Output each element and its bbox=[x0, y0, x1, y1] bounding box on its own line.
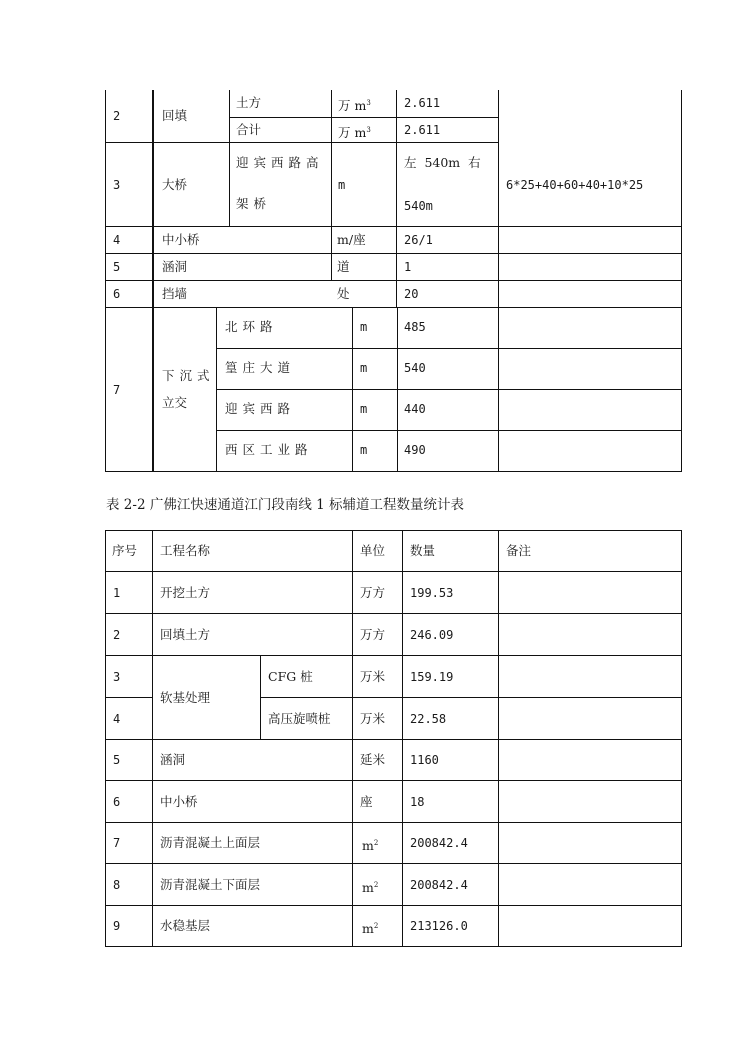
qty: 1160 bbox=[410, 753, 439, 767]
sub-item: 高压旋喷桩 bbox=[268, 711, 331, 726]
unit: 万米 bbox=[360, 669, 386, 684]
row-name: 沥青混凝土下面层 bbox=[160, 877, 261, 892]
row-name: 回填土方 bbox=[160, 627, 211, 642]
sub-item: CFG 桩 bbox=[268, 669, 313, 684]
unit: 万 $m^3$ bbox=[338, 125, 371, 140]
unit: 万 $m^3$ bbox=[338, 98, 371, 113]
sub-item: 迎宾西路 bbox=[225, 401, 296, 416]
row-no: 2 bbox=[113, 628, 121, 642]
row-no: 9 bbox=[113, 919, 121, 933]
row-no: 5 bbox=[113, 260, 121, 274]
row-no: 3 bbox=[113, 178, 121, 192]
sub-item: 土方 bbox=[236, 95, 262, 110]
table-caption: 表 2-2 广佛江快速通道江门段南线 1 标辅道工程数量统计表 bbox=[106, 497, 464, 513]
unit: m/座 bbox=[337, 232, 366, 247]
row-no: 7 bbox=[113, 383, 121, 397]
unit: 万方 bbox=[360, 585, 386, 600]
unit: 座 bbox=[360, 794, 373, 809]
qty: 200842.4 bbox=[410, 836, 468, 850]
row-no: 3 bbox=[113, 670, 121, 684]
qty: 26/1 bbox=[404, 233, 433, 247]
row-no: 8 bbox=[113, 878, 121, 892]
qty: 2.611 bbox=[404, 123, 441, 137]
sub-item: 西区工业路 bbox=[225, 442, 313, 457]
qty: 490 bbox=[404, 443, 426, 457]
qty: 200842.4 bbox=[410, 878, 468, 892]
row-name-line: 立交 bbox=[162, 395, 188, 410]
unit: m bbox=[360, 402, 368, 416]
unit: m bbox=[360, 443, 368, 457]
qty: 540 bbox=[404, 361, 426, 375]
header-qty: 数量 bbox=[410, 543, 436, 558]
item-line: 架桥 bbox=[236, 196, 272, 211]
row-name: 中小桥 bbox=[160, 794, 198, 809]
unit: 道 bbox=[337, 259, 350, 274]
unit: m bbox=[360, 361, 368, 375]
sub-item: 北环路 bbox=[225, 319, 278, 334]
header-unit: 单位 bbox=[360, 543, 386, 558]
qty: 22.58 bbox=[410, 712, 447, 726]
unit: $m^2$ bbox=[362, 921, 379, 936]
row-no: 5 bbox=[113, 753, 121, 767]
qty: 440 bbox=[404, 402, 426, 416]
item-line: 迎宾西路高 bbox=[236, 155, 324, 170]
row-name: 大桥 bbox=[162, 177, 188, 192]
row-name: 涵洞 bbox=[160, 752, 186, 767]
row-name: 回填 bbox=[162, 108, 188, 123]
row-name: 水稳基层 bbox=[160, 918, 211, 933]
sub-item: 合计 bbox=[236, 122, 262, 137]
header-no: 序号 bbox=[112, 543, 138, 558]
qty: 18 bbox=[410, 795, 425, 809]
unit: 万米 bbox=[360, 711, 386, 726]
unit: $m^2$ bbox=[362, 880, 379, 895]
qty: 246.09 bbox=[410, 628, 454, 642]
group-name: 软基处理 bbox=[160, 690, 211, 705]
row-no: 6 bbox=[113, 287, 121, 301]
row-no: 4 bbox=[113, 712, 121, 726]
unit: 万方 bbox=[360, 627, 386, 642]
qty: 199.53 bbox=[410, 586, 454, 600]
row-name: 开挖土方 bbox=[160, 585, 211, 600]
qty: 2.611 bbox=[404, 96, 441, 110]
qty: 485 bbox=[404, 320, 426, 334]
row-no: 6 bbox=[113, 795, 121, 809]
header-name: 工程名称 bbox=[160, 543, 211, 558]
sub-item: 篁庄大道 bbox=[225, 360, 296, 375]
row-name: 涵洞 bbox=[162, 259, 188, 274]
qty: 1 bbox=[404, 260, 412, 274]
unit: 延米 bbox=[360, 752, 386, 767]
unit: 处 bbox=[337, 286, 350, 301]
unit: m bbox=[338, 178, 346, 192]
row-name: 沥青混凝土上面层 bbox=[160, 835, 261, 850]
qty-line: 左 540m 右 bbox=[404, 155, 481, 170]
qty: 213126.0 bbox=[410, 919, 468, 933]
row-no: 7 bbox=[113, 836, 121, 850]
header-remark: 备注 bbox=[506, 543, 532, 558]
unit: $m^2$ bbox=[362, 838, 379, 853]
row-no: 2 bbox=[113, 109, 121, 123]
qty-line: 540m bbox=[404, 199, 433, 213]
row-name-line: 下沉式 bbox=[162, 368, 215, 383]
row-name: 中小桥 bbox=[162, 232, 200, 247]
row-no: 1 bbox=[113, 586, 121, 600]
row-no: 4 bbox=[113, 233, 121, 247]
remark: 6*25+40+60+40+10*25 bbox=[506, 178, 644, 192]
qty: 159.19 bbox=[410, 670, 454, 684]
qty: 20 bbox=[404, 287, 419, 301]
row-name: 挡墙 bbox=[162, 286, 188, 301]
unit: m bbox=[360, 320, 368, 334]
